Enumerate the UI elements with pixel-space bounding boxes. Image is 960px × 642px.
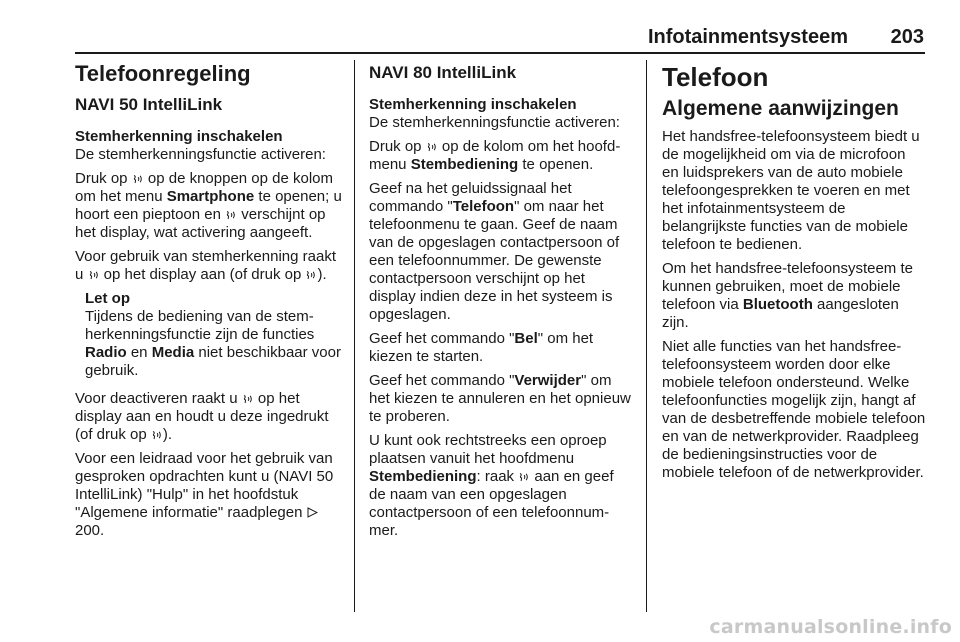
column-telefoon bbox=[662, 60, 926, 488]
paragraph: Om het handsfree-telefoonsysteem te kunnen gebruiken, moet de mobiele telefoon via Bluetooth aangesloten zijn. bbox=[662, 260, 913, 331]
paragraph: Voor een leidraad voor het gebruik van gesproken opdrachten kunt u (NAVI 50 IntelliLink) "Hulp" in het hoofdstuk "Algemene informatie" raadplegen 200. bbox=[75, 450, 334, 539]
page-reference-link[interactable]: 200. bbox=[75, 522, 105, 539]
page-reference-icon[interactable] bbox=[307, 505, 318, 516]
paragraph: Geef het commando "Bel" om het kiezen te starten. bbox=[369, 330, 594, 365]
paragraph-lead: Stemherkenning inschakelen bbox=[369, 96, 577, 113]
paragraph: Voor gebruik van stemherkenning raakt u op het display aan (of druk op ). bbox=[75, 248, 336, 283]
voice-icon bbox=[427, 141, 437, 153]
page-header bbox=[0, 26, 924, 50]
header-title: Infotainmentsysteem bbox=[647, 26, 848, 48]
paragraph: Voor deactiveren raakt u op het display aan en houdt u deze ingedrukt (of druk op ). bbox=[75, 390, 329, 443]
paragraph-lead: Stemherkenning inschakelen bbox=[75, 128, 283, 145]
page-number: 203 bbox=[890, 26, 924, 48]
voice-icon bbox=[306, 269, 316, 281]
paragraph: De stemherkenningsfunctie activeren: bbox=[75, 146, 326, 163]
column-navi80 bbox=[369, 60, 631, 546]
paragraph: Geef het commando "Verwijder" om het kiezen te annuleren en het opnieuw te proberen. bbox=[369, 372, 631, 425]
subsection-title: Algemene aanwijzingen bbox=[662, 97, 899, 120]
header-rule bbox=[75, 52, 925, 54]
paragraph: Het handsfree-telefoonsysteem biedt u de mogelijkheid om via de microfoon en luidsprekers van de auto mobiele telefoongesprekken te voeren en met het infotainmentsysteem de belangrijkste functies van de mobiele telefoon te bedienen. bbox=[662, 128, 920, 253]
note-title: Let op bbox=[85, 290, 130, 307]
note-text: Tijdens de bediening van de stemherkenningsfunctie zijn de functies Radio en Media niet beschikbaar voor gebruik. bbox=[85, 308, 341, 379]
paragraph: De stemherkenningsfunctie activeren: bbox=[369, 114, 620, 131]
voice-icon bbox=[519, 471, 529, 483]
subsection-title: NAVI 50 IntelliLink bbox=[75, 95, 223, 114]
paragraph: Druk op op de kolom om het hoofdmenu Stembediening te openen. bbox=[369, 138, 621, 173]
voice-icon bbox=[226, 209, 236, 221]
section-title: Telefoonregeling bbox=[75, 61, 251, 86]
paragraph: Niet alle functies van het handsfree-telefoonsysteem worden door elke mobiele telefoon ondersteund. Welke telefoonfuncties mogelijk zijn, hangt af van de desbetreffende mobiele telefoon en van de netwerkprovider. Raadpleeg de bedieningsinstructies voor de mobiele telefoon of de netwerkprovider. bbox=[662, 338, 926, 481]
paragraph: Geef na het geluidssignaal het commando "Telefoon" om naar het telefoonmenu te gaan. Geef de naam van de opgeslagen contactpersoon of een telefoonnummer. De gewenste contactpersoon verschijnt op het display indien deze in het systeem is opgeslagen. bbox=[369, 180, 620, 323]
column-telefoonregeling bbox=[75, 60, 343, 546]
voice-icon bbox=[133, 173, 143, 185]
menu-name: Smartphone bbox=[166, 188, 255, 205]
voice-icon bbox=[152, 429, 162, 441]
voice-icon bbox=[243, 393, 253, 405]
note-box bbox=[85, 290, 343, 380]
subsection-title: NAVI 80 IntelliLink bbox=[369, 63, 517, 82]
column-divider bbox=[646, 60, 647, 612]
column-divider bbox=[354, 60, 355, 612]
paragraph: Druk op op de knoppen op de kolom om het menu Smartphone te openen; u hoort een pieptoon en verschijnt op het display, wat activering aangeeft. bbox=[75, 170, 342, 241]
watermark: carmanualsonline.info bbox=[709, 616, 952, 638]
chapter-title: Telefoon bbox=[662, 62, 769, 92]
paragraph: U kunt ook rechtstreeks een oproep plaatsen vanuit het hoofdmenu Stembediening: raak aan en geef de naam van een opgeslagen contactpersoon of een telefoonnummer. bbox=[369, 432, 614, 539]
voice-icon bbox=[89, 269, 99, 281]
